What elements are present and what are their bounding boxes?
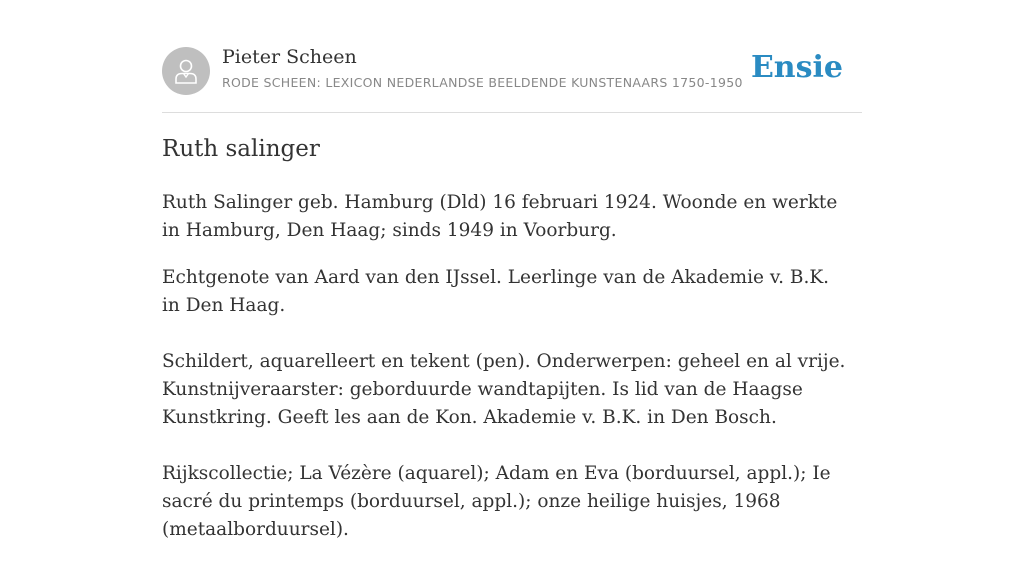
paragraph-education: Echtgenote van Aard van den IJssel. Leerlinge van de Akademie v. B.K. in Den Haag. <box>162 267 830 316</box>
author-name[interactable]: Pieter Scheen <box>222 46 357 68</box>
author-header <box>162 40 862 113</box>
paragraph-biography: Ruth Salinger geb. Hamburg (Dld) 16 februari 1924. Woonde en werkte in Hamburg, Den Haag; sinds 1949 in Voorburg. <box>162 192 838 241</box>
paragraph-work: Schildert, aquarelleert en tekent (pen). Onderwerpen: geheel en al vrije. Kunstnijveraarster: geborduurde wandtapijten. Is lid van de Haagse Kunstkring. Geeft les aan de Kon. Akademie v. B.K. in Den Bosch. <box>162 351 846 428</box>
author-source: RODE SCHEEN: LEXICON NEDERLANDSE BEELDENDE KUNSTENAARS 1750-1950 <box>222 75 743 90</box>
paragraph-collection: Rijkscollectie; La Vézère (aquarel); Adam en Eva (borduursel, appl.); Ie sacré du printemps (borduursel, appl.); onze heilige huisjes, 1968 (metaalborduursel). <box>162 463 831 540</box>
article-body <box>162 189 852 563</box>
page-title: Ruth salinger <box>162 136 320 162</box>
ensie-logo[interactable]: Ensie <box>750 50 843 85</box>
user-avatar-icon[interactable] <box>162 47 210 95</box>
